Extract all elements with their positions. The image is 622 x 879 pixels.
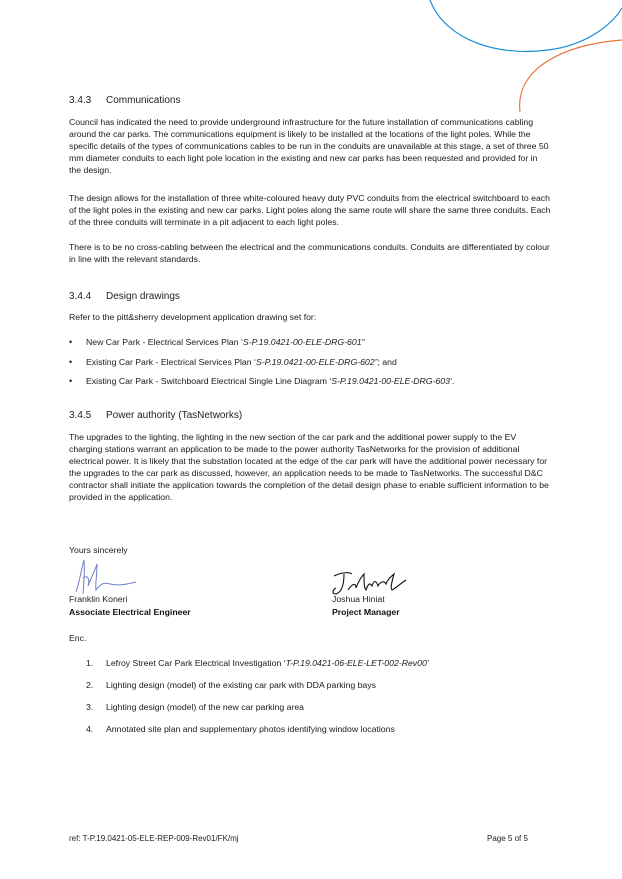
signatory-title: Associate Electrical Engineer	[69, 607, 191, 617]
list-item: 1. Lefroy Street Car Park Electrical Investigation ‘T-P.19.0421-06-ELE-LET-002-Rev00’	[86, 658, 429, 668]
footer-reference: ref: T-P.19.0421-05-ELE-REP-009-Rev01/FK/mj	[69, 834, 239, 843]
page-number: Page 5 of 5	[487, 834, 528, 843]
paragraph: The upgrades to the lighting, the lighting in the new section of the car park and the additional power supply to the EV charging stations warrant an application to be made to the power authority TasNetworks for the provision of additional electrical power. It is likely that the substation located at the edge of the car park will have the additional power necessary for the upgrades to the car park as discussed, however, an application needs to be made to TasNetworks. The successful D&C contractor shall initiate the application towards the completion of the detail design phase to enable sufficient information to be provided in the application.	[69, 432, 549, 502]
signature-koneri	[70, 556, 140, 598]
list-item: • Existing Car Park - Electrical Services Plan ‘S-P.19.0421-00-ELE-DRG-602”; and	[69, 356, 454, 368]
orange-arc	[520, 40, 622, 112]
list-item: 2. Lighting design (model) of the existing car park with DDA parking bays	[86, 680, 376, 690]
closing: Yours sincerely	[69, 545, 128, 555]
list-item: 3. Lighting design (model) of the new car parking area	[86, 702, 304, 712]
paragraph: The design allows for the installation of three white-coloured heavy duty PVC conduits from the electrical switchboard to each of the light poles in the existing and new car parks. Light poles along the same route will share the same three conduits. Each of the three conduits will terminate in a pit adjacent to each light poles.	[69, 193, 551, 227]
paragraph: There is to be no cross-cabling between the electrical and the communications conduits. Conduits are differentiated by colour in line with the relevant standards.	[69, 242, 550, 264]
signatory-name: Joshua Hiniat	[332, 594, 385, 604]
heading-number: 3.4.3	[69, 95, 92, 106]
heading-number: 3.4.4	[69, 291, 92, 302]
heading-title: Design drawings	[106, 291, 180, 302]
heading-3-4-4	[69, 291, 180, 302]
list-item: • Existing Car Park - Switchboard Electrical Single Line Diagram ‘S-P.19.0421-00-ELE-DRG-603’.	[69, 375, 454, 387]
paragraph: Council has indicated the need to provide underground infrastructure for the future installation of communications cabling around the car parks. The communications equipment is likely to be installed at the locations of the light poles. While the specific details of the types of communications cables to be run in the conduits are unavailable at this stage, a set of three 50 mm diameter conduits to each light pole location in the existing and new car parks has been requested and provided for in the design.	[69, 117, 549, 175]
heading-3-4-3	[69, 95, 180, 106]
heading-3-4-5	[69, 410, 242, 421]
heading-title: Communications	[106, 95, 181, 106]
list-item: • New Car Park - Electrical Services Plan ‘S-P.19.0421-00-ELE-DRG-601”	[69, 336, 454, 348]
blue-arc	[430, 0, 622, 51]
signatory-name: Franklin Koneri	[69, 594, 128, 604]
heading-title: Power authority (TasNetworks)	[106, 410, 243, 421]
enclosures-label: Enc.	[69, 633, 87, 643]
paragraph: Refer to the pitt&sherry development application drawing set for:	[69, 312, 317, 322]
heading-number: 3.4.5	[69, 410, 92, 421]
drawing-list	[69, 336, 454, 395]
enclosures-list	[86, 657, 429, 745]
list-item: 4. Annotated site plan and supplementary photos identifying window locations	[86, 724, 395, 734]
signatory-title: Project Manager	[332, 607, 400, 617]
